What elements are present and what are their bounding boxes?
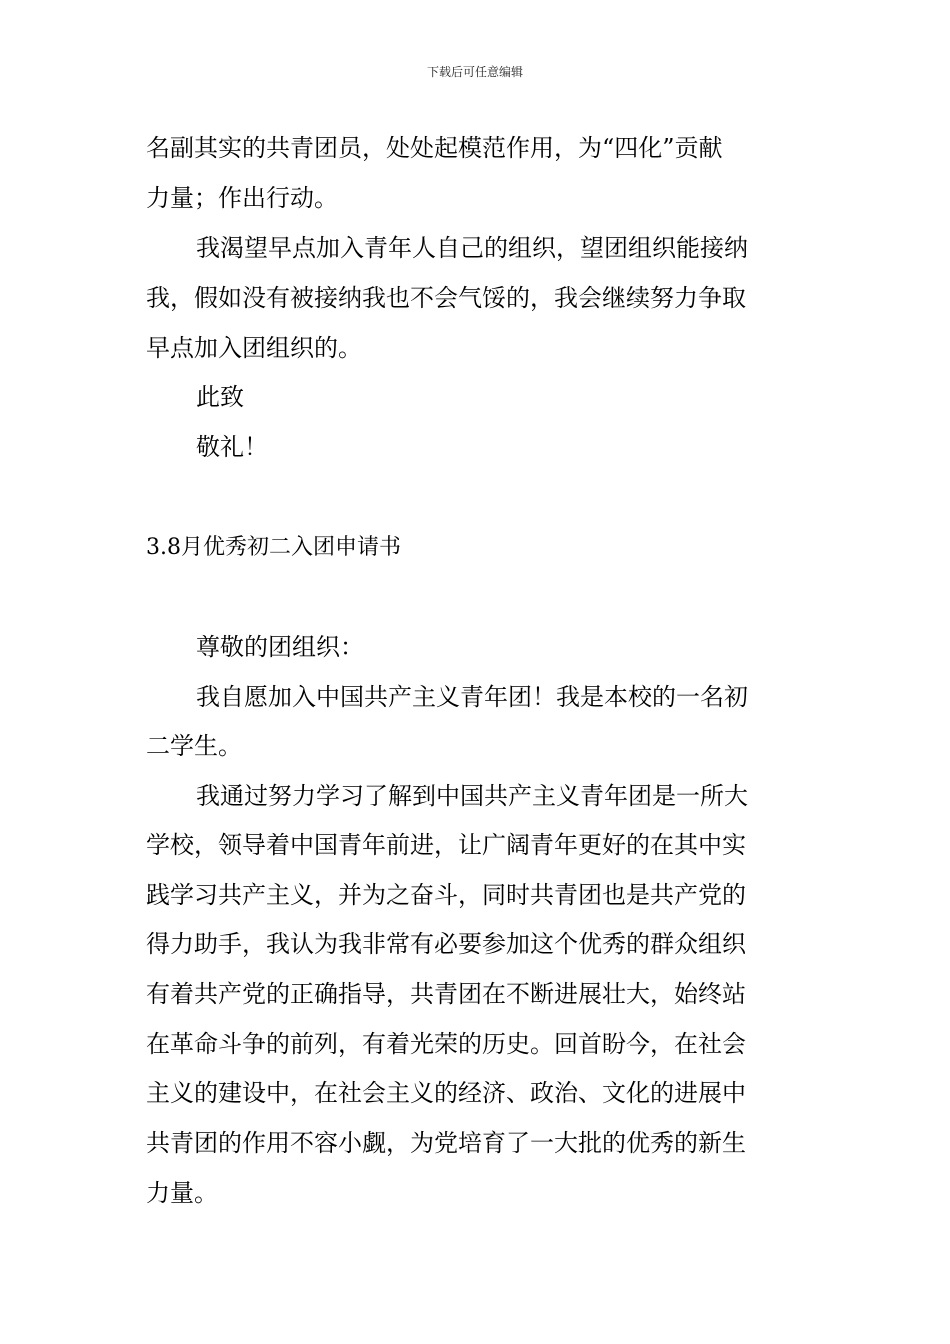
- page-header: 下载后可任意编辑: [426, 65, 523, 79]
- paragraph-start-line: 我渴望早点加入青年人自己的组织，望团组织能接纳: [196, 234, 748, 262]
- section-title: 3.8月优秀初二入团申请书: [146, 535, 401, 560]
- closing-regards: 敬礼！: [196, 433, 268, 461]
- greeting-line: 尊敬的团组织：: [196, 633, 364, 661]
- paragraph-start-line: 我通过努力学习了解到中国共产主义青年团是一所大: [196, 782, 748, 810]
- closing-salutation: 此致: [196, 383, 244, 411]
- body-line: 在革命斗争的前列，有着光荣的历史。回首盼今，在社会: [146, 1030, 746, 1058]
- body-line: 我，假如没有被接纳我也不会气馁的，我会继续努力争取: [146, 284, 746, 312]
- body-line: 有着共产党的正确指导，共青团在不断进展壮大，始终站: [146, 980, 746, 1008]
- body-line: 名副其实的共青团员，处处起模范作用，为“四化”贡献: [146, 134, 723, 162]
- body-line: 践学习共产主义，并为之奋斗，同时共青团也是共产党的: [146, 881, 746, 909]
- body-line: 力量。: [146, 1179, 218, 1207]
- body-line: 主义的建设中，在社会主义的经济、政治、文化的进展中: [146, 1079, 746, 1107]
- body-line: 二学生。: [146, 732, 242, 760]
- body-line: 力量；作出行动。: [146, 184, 338, 212]
- paragraph-start-line: 我自愿加入中国共产主义青年团！我是本校的一名初: [196, 683, 748, 711]
- body-line: 早点加入团组织的。: [146, 334, 362, 362]
- body-line: 共青团的作用不容小觑，为党培育了一大批的优秀的新生: [146, 1129, 746, 1157]
- body-line: 学校，领导着中国青年前进，让广阔青年更好的在其中实: [146, 831, 746, 859]
- body-line: 得力助手，我认为我非常有必要参加这个优秀的群众组织: [146, 930, 746, 958]
